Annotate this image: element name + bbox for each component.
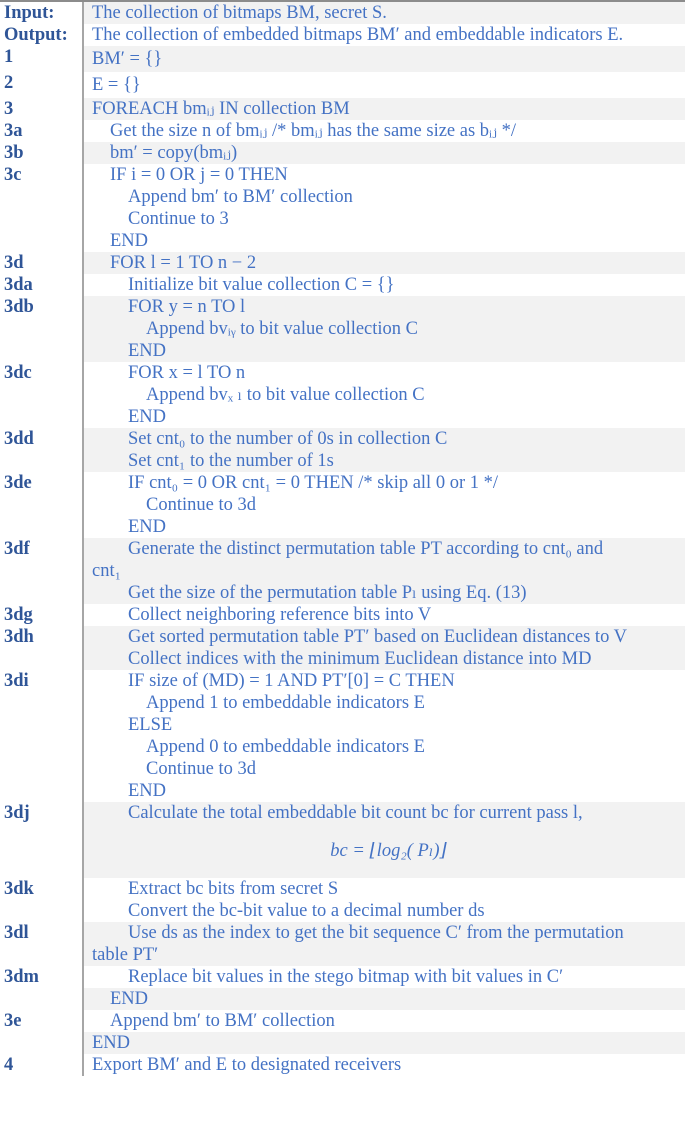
step-line: Initialize bit value collection C = {} (128, 275, 395, 295)
step-row (0, 72, 685, 98)
step-label: 3de (0, 472, 84, 538)
output-label: Output: (0, 24, 84, 46)
step-line: Generate the distinct permutation table PT according to cnt₀ and (128, 539, 604, 559)
step-line: Continue to 3 (128, 209, 229, 229)
step-row (0, 538, 685, 604)
step-text (84, 1010, 685, 1032)
step-line: Get the size n of bmᵢⱼ /* bmᵢⱼ has the same size as bᵢⱼ */ (110, 121, 516, 141)
step-text (84, 802, 685, 878)
step-line: Append bvₓ ₗ to bit value collection C (146, 385, 425, 405)
step-label (0, 988, 84, 1010)
step-row (0, 1010, 685, 1032)
step-row (0, 922, 685, 966)
step-row (0, 1054, 685, 1076)
step-line: IF i = 0 OR j = 0 THEN (110, 165, 288, 185)
step-label: 2 (0, 72, 84, 98)
step-label: 4 (0, 1054, 84, 1076)
step-line: END (128, 341, 167, 361)
step-text (84, 120, 685, 142)
step-row (0, 472, 685, 538)
step-text (84, 604, 685, 626)
step-text (84, 966, 685, 988)
step-line: Export BM′ and E to designated receivers (92, 1055, 402, 1075)
step-line: ELSE (128, 715, 173, 735)
step-line: Extract bc bits from secret S (128, 879, 339, 899)
step-row (0, 274, 685, 296)
step-text (84, 164, 685, 252)
input-row (0, 2, 685, 24)
step-line: Replace bit values in the stego bitmap with bit values in C′ (128, 967, 564, 987)
step-text (84, 142, 685, 164)
step-text (84, 274, 685, 296)
step-text (84, 252, 685, 274)
step-text (84, 1032, 685, 1054)
step-line: END (128, 781, 167, 801)
step-line: Get sorted permutation table PT′ based on Euclidean distances to V (128, 627, 627, 647)
step-line: IF size of (MD) = 1 AND PT′[0] = C THEN (128, 671, 455, 691)
step-row (0, 362, 685, 428)
step-label: 3dh (0, 626, 84, 670)
step-label: 3dg (0, 604, 84, 626)
step-row (0, 98, 685, 120)
step-row (0, 802, 685, 878)
step-row (0, 1032, 685, 1054)
step-text (84, 626, 685, 670)
step-text (84, 98, 685, 120)
step-row (0, 46, 685, 72)
step-text (84, 538, 685, 604)
step-row (0, 878, 685, 922)
step-label: 3dd (0, 428, 84, 472)
step-text (84, 362, 685, 428)
step-line: FOREACH bmᵢⱼ IN collection BM (92, 99, 350, 119)
step-label: 3dm (0, 966, 84, 988)
equation: bc = ⌊log₂( Pₗ)⌋ (330, 841, 447, 861)
step-text (84, 1054, 685, 1076)
step-row (0, 670, 685, 802)
step-text (84, 922, 685, 966)
step-line: END (128, 407, 167, 427)
step-row (0, 988, 685, 1010)
step-text (84, 670, 685, 802)
step-row (0, 428, 685, 472)
step-line: Append bvᵢᵧ to bit value collection C (146, 319, 419, 339)
step-line: table PT′ (92, 945, 159, 965)
step-line: Append bm′ to BM′ collection (110, 1011, 335, 1031)
step-line: END (92, 1033, 131, 1053)
step-line: Append 0 to embeddable indicators E (146, 737, 425, 757)
step-text (84, 72, 685, 98)
step-label: 3dl (0, 922, 84, 966)
step-row (0, 142, 685, 164)
step-text (84, 988, 685, 1010)
step-label: 3dj (0, 802, 84, 878)
step-label: 3dk (0, 878, 84, 922)
step-line: Collect neighboring reference bits into V (128, 605, 432, 625)
step-line: Use ds as the index to get the bit sequence C′ from the permutation (128, 923, 624, 943)
step-line: E = {} (92, 75, 141, 95)
step-text (84, 428, 685, 472)
step-row (0, 966, 685, 988)
step-text (84, 878, 685, 922)
step-row (0, 252, 685, 274)
step-row (0, 604, 685, 626)
step-line: BM′ = {} (92, 49, 163, 69)
step-label: 3e (0, 1010, 84, 1032)
step-label: 3b (0, 142, 84, 164)
step-label: 3dc (0, 362, 84, 428)
step-line: END (110, 989, 149, 1009)
step-line: Append bm′ to BM′ collection (128, 187, 353, 207)
step-line: END (110, 231, 149, 251)
step-line: Continue to 3d (146, 759, 256, 779)
step-label: 3a (0, 120, 84, 142)
step-text (84, 46, 685, 72)
step-line: IF cnt₀ = 0 OR cnt₁ = 0 THEN /* skip all 0 or 1 */ (128, 473, 498, 493)
step-row (0, 626, 685, 670)
step-line: FOR x = l TO n (128, 363, 246, 383)
step-label: 3 (0, 98, 84, 120)
step-line: FOR l = 1 TO n − 2 (110, 253, 257, 273)
step-line: Get the size of the permutation table Pₗ using Eq. (13) (128, 583, 527, 603)
step-line: Set cnt₀ to the number of 0s in collection C (128, 429, 448, 449)
step-line: Convert the bc-bit value to a decimal number ds (128, 901, 485, 921)
step-label: 3df (0, 538, 84, 604)
step-line: bm′ = copy(bmᵢⱼ) (110, 143, 238, 163)
step-label: 3da (0, 274, 84, 296)
step-row (0, 296, 685, 362)
step-line: Calculate the total embeddable bit count bc for current pass l, (128, 803, 583, 823)
step-label: 3di (0, 670, 84, 802)
input-label: Input: (0, 2, 84, 24)
step-text (84, 296, 685, 362)
step-label (0, 1032, 84, 1054)
output-row (0, 24, 685, 46)
step-label: 3db (0, 296, 84, 362)
step-line: END (128, 517, 167, 537)
input-text: The collection of bitmaps BM, secret S. (84, 2, 685, 24)
step-line: Set cnt₁ to the number of 1s (128, 451, 334, 471)
step-label: 3c (0, 164, 84, 252)
step-line: cnt₁ (92, 561, 122, 581)
step-label: 1 (0, 46, 84, 72)
step-line: Continue to 3d (146, 495, 256, 515)
step-text (84, 472, 685, 538)
step-label: 3d (0, 252, 84, 274)
step-line: Collect indices with the minimum Euclidean distance into MD (128, 649, 592, 669)
output-text: The collection of embedded bitmaps BM′ and embeddable indicators E. (84, 24, 685, 46)
step-line: FOR y = n TO l (128, 297, 246, 317)
algorithm-steps (0, 46, 685, 1076)
step-row (0, 164, 685, 252)
step-line: Append 1 to embeddable indicators E (146, 693, 425, 713)
step-row (0, 120, 685, 142)
